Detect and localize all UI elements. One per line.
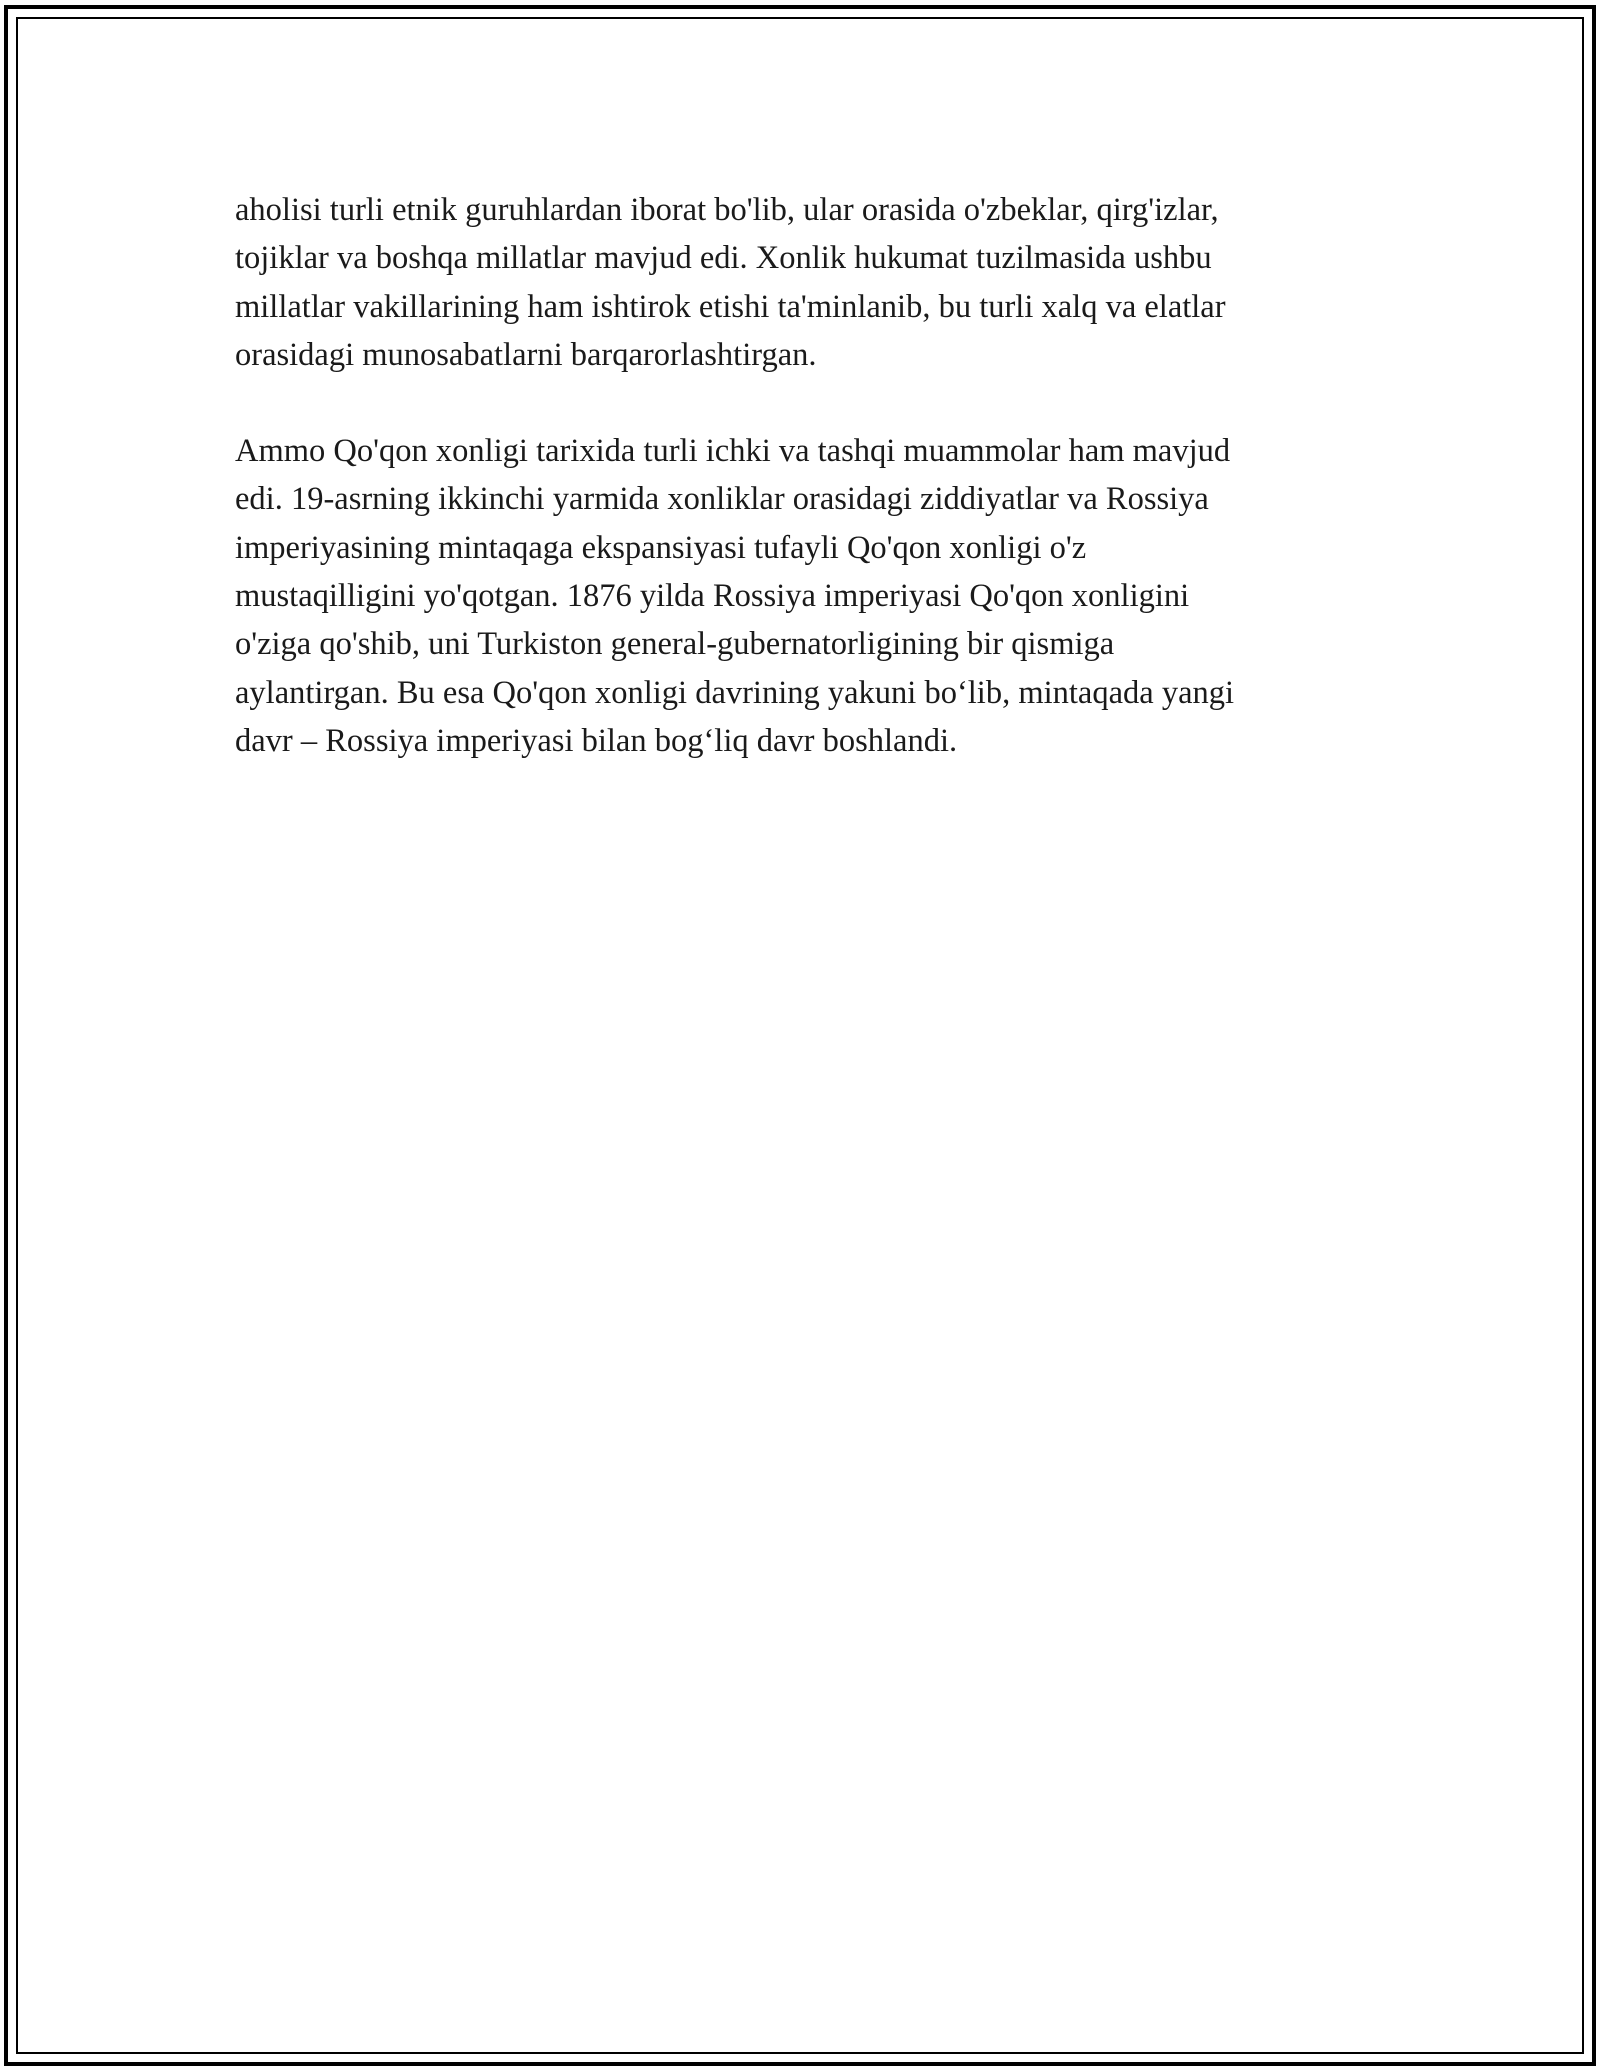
paragraph-1: aholisi turli etnik guruhlardan iborat bo'lib, ular orasida o'zbeklar, qirg'izlar, tojiklar va boshqa millatlar mavjud edi. Xonlik hukumat tuzilmasida ushbu millatlar vakillarining ham ishtirok etishi ta'minlanib, bu turli xalq va elatlar orasidagi munosabatlarni barqarorlashtirgan. bbox=[235, 192, 1226, 373]
paragraph-2: Ammo Qo'qon xonligi tarixida turli ichki va tashqi muammolar ham mavjud edi. 19-asrning ikkinchi yarmida xonliklar orasidagi ziddiyatlar va Rossiya imperiyasining mintaqaga ekspansiyasi tufayli Qo'qon xonligi o'z mustaqilligini yo'qotgan. 1876 yilda Rossiya imperiyasi Qo'qon xonligini o'ziga qo'shib, uni Turkiston general-gubernatorligining bir qismiga aylantirgan. Bu esa Qo'qon xonligi davrining yakuni bo‘lib, mintaqada yangi davr – Rossiya imperiyasi bilan bog‘liq davr boshlandi. bbox=[235, 433, 1235, 759]
page-body bbox=[235, 186, 1375, 765]
